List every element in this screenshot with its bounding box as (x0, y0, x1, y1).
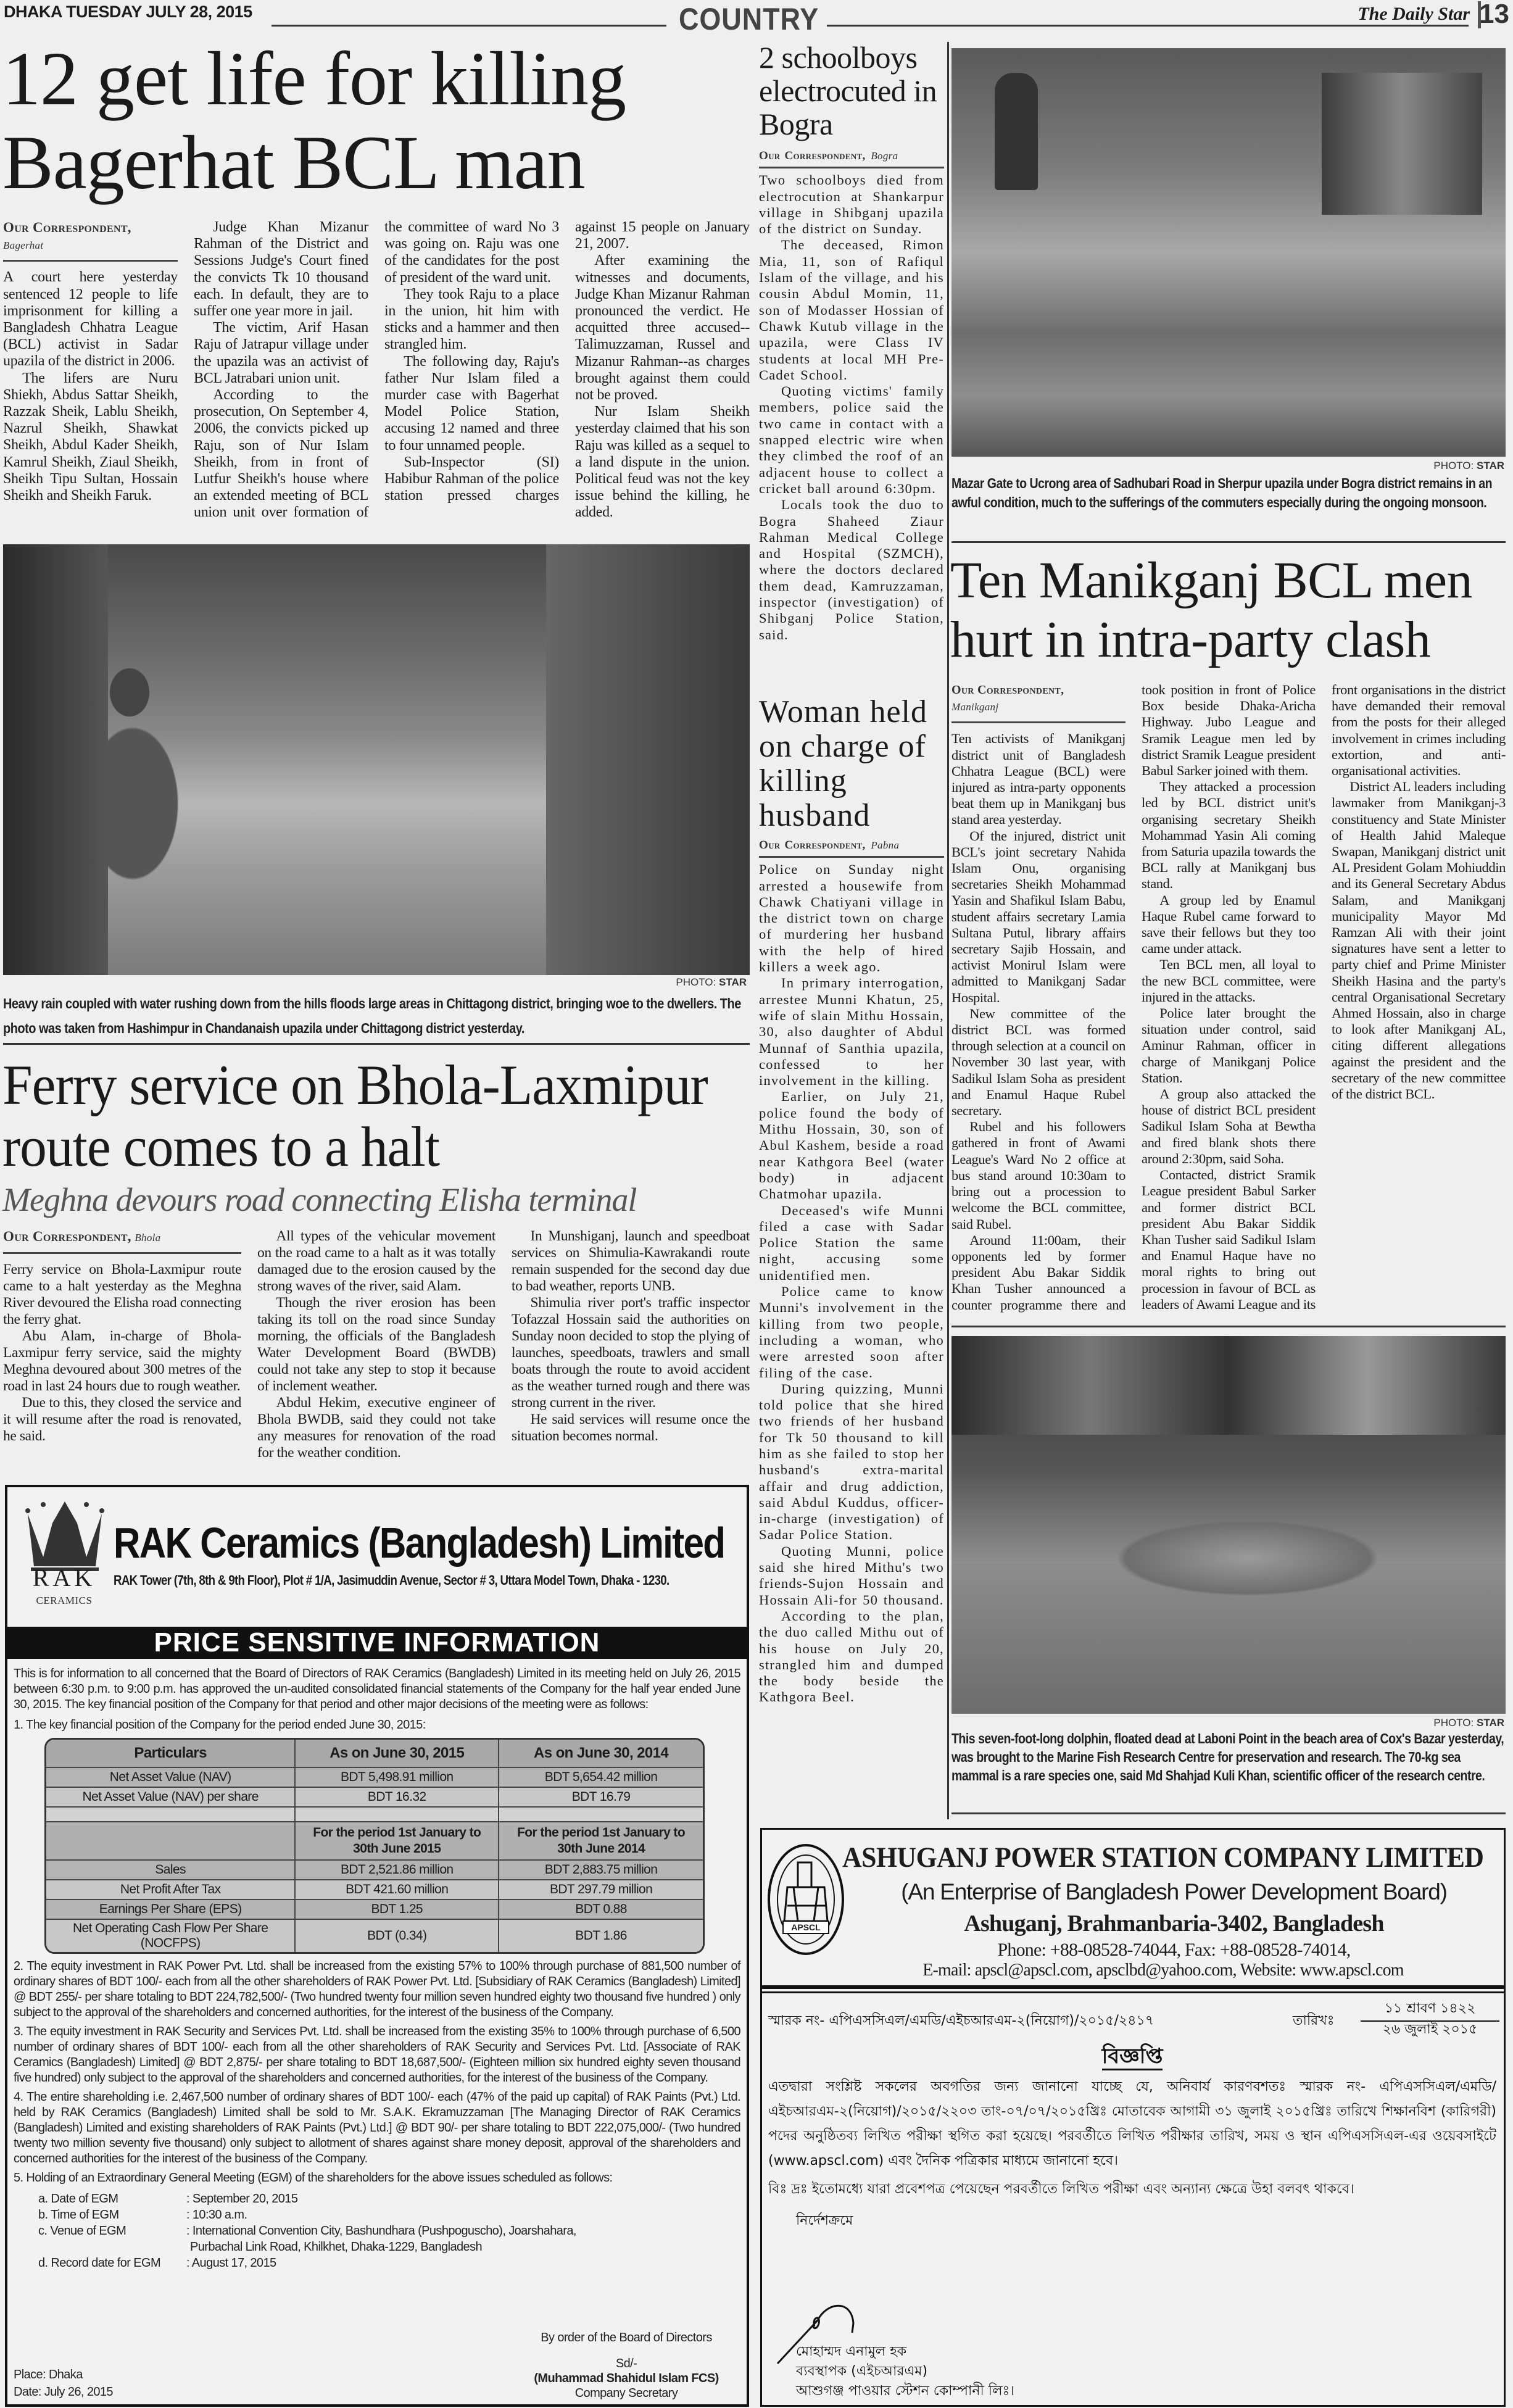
mazar-road-photo (951, 48, 1506, 457)
photo-credit: PHOTO: STAR (1433, 1717, 1504, 1729)
company-name: RAK Ceramics (Bangladesh) Limited (114, 1519, 725, 1567)
signatory-block: মোহাম্মদ এনামুল হক ব্যবস্থাপক (এইচআরএম) আশুগঞ্জ পাওয়ার স্টেশন কোম্পানী লিঃ। (768, 2342, 1496, 2401)
paragraph: According to the prosecution, On September 4, 2006, the convicts picked up Raju, son of Nur Islam Sheikh, from in front of Lutfur Sheikh's house where an extended meeting of BCL union unit over formation of the committee of ward No 3 was going on. Raju was one of the candidates for the post of president of the ward unit. (194, 219, 559, 521)
article-body-schoolboys (759, 147, 944, 690)
paragraph: They attacked a procession led by BCL district unit's organising secretary Sheikh Mohammad Yasin Ali coming from Saturia upazila towards the BCL rally at Manikganj bus stand. (1142, 779, 1316, 892)
notice-body: এতদ্বারা সংশ্লিষ্ট সকলের অবগতির জন্য জানানো যাচ্ছে যে, অনিবার্য কারণবশতঃ স্মারক নং- এপিএসসিএল/এমডি/এইচআরএম-২(নিয়োগ)/২০১৫/২২০৩ তাং-০৭/০৭/২০১৫খ্রিঃ মোতাবেক আগামী ৩১ জুলাই ২০১৫খ্রিঃ তারিখে শিক্ষানবিশ (কারিগরী) পদের অনুষ্ঠিতব্য লিখিত পরীক্ষা স্থগিত করা হয়েছে। পরবর্তীতে লিখিত পরীক্ষার তারিখ, সময় ও স্থান এপিএসসিএল-এর ওয়েবসাইটে (www.apscl.com) এবং দৈনিক পত্রিকার মাধ্যমে জানানো হবে। (768, 2079, 1496, 2169)
photo-caption: This seven-foot-long dolphin, floated dead at Laboni Point in the beach area of Cox's Bazar yesterday, was brought to the Marine Fish Research Centre for preservation and research. The 70-kg sea mammal is a rare species one, said Md Shahjad Kuli Khan, scientific officer of the research centre. (951, 1730, 1504, 1783)
paragraph: Though the river erosion has been taking its toll on the road since Sunday morning, the officials of the Bangladesh Water Development Board (BWDB) could not take any step to stop it because of inclement weather. (257, 1295, 495, 1394)
paragraph: Judge Khan Mizanur Rahman of the District and Sessions Judge's Court fined the convicts Tk 10 thousand each. In default, they are to suffer one year more in jail. (194, 219, 368, 320)
byline: Our Correspondent, Bhola (3, 1228, 241, 1254)
byline: Our Correspondent, Pabna (759, 836, 944, 858)
item-2: 2. The equity investment in RAK Power Pvt. Ltd. shall be increased from the existing 57% to 100% through purchase of 881,500 number of ordinary shares of BDT 100/- each from all the other shareholders of RAK Power Pvt. Ltd. [Subsidiary of RAK Ceramics (Bangladesh) Limited] @ BDT 255/- per share totaling to BDT 224,782,500/- (Two hundred twenty four million seven hundred eighty two thousand five hundred ) only subject to the approval of the shareholders and concerned authorities, for the interest of the business of the Company. (14, 1959, 740, 2019)
paragraph: Ten BCL men, all loyal to the new BCL committee, were injured in the attacks. (1142, 957, 1316, 1005)
paragraph: A group also attacked the house of district BCL president Sadikul Islam Soha at Bewtha and fired blank shots there around 2:30pm, said Soha. (1142, 1086, 1316, 1166)
paragraph: Police later brought the situation under control, said Aminur Rahman, officer in charge of Manikganj Police Station. (1142, 1005, 1316, 1086)
table-row: Earnings Per Share (EPS) BDT 1.25 BDT 0.88 (46, 1900, 703, 1920)
photo-figure (995, 73, 1038, 190)
divider (762, 1991, 1504, 1993)
page-number: 13 (1479, 0, 1509, 29)
paragraph: Two schoolboys died from electrocution at Shankarpur village in Shibganj upazila of the district on Sunday. (759, 172, 944, 237)
headline-bagerhat (2, 37, 626, 205)
table-row: Sales BDT 2,521.86 million BDT 2,883.75 million (46, 1861, 703, 1880)
paragraph: Ten activists of Manikganj district unit of Bangladesh Chhatra League (BCL) were injured as intra-party opponents beat them up in Manikganj bus stand area yesterday. (951, 731, 1125, 828)
paragraph: Earlier, on July 21, police found the body of Mithu Hossain, 30, son of Abul Kashem, beside a road near Kathgora Beel (water body) in adjacent Chatmohar upazila. (759, 1089, 944, 1202)
byline: Our Correspondent, Bagerhat (3, 219, 178, 262)
signatory-designation: Company Secretary (574, 2386, 678, 2400)
byline-location: Bhola (135, 1232, 161, 1243)
paragraph: Police on Sunday night arrested a housewife from Chawk Chatiyani village in the district town on charge of murdering her husband with the help of hired killers a week ago. (759, 861, 944, 975)
paragraph: They took Raju to a place in the union, hit him with sticks and a hammer and then strangled him. (384, 286, 559, 353)
table-period-header-row: For the period 1st January to 30th June 2015 For the period 1st January to 30th June 2014 (46, 1822, 703, 1861)
rak-ceramics-ad (5, 1485, 749, 2407)
subheadline-ferry: Meghna devours road connecting Elisha terminal (2, 1181, 637, 1218)
paragraph: Rubel and his followers gathered in front of Awami League's Ward No 2 office at bus stand around 10:30am to bring out a procession to welcome the BCL committee, said Rubel. (951, 1119, 1125, 1232)
paragraph: Around 11:00am, their opponents led by former president Abu Bakar Siddik Khan Tusher announced a counter programme there and took position in front of Police Box beside Dhaka-Aricha Highway. Jubo League and Sramik League men led by district Sramik League president Babul Sarker joined with them. (951, 682, 1316, 1313)
byline: Our Correspondent, Manikganj (951, 682, 1125, 723)
paragraph: Sub-Inspector (SI) Habibur Rahman of the police station pressed charges against 15 people on January 21, 2007. (384, 219, 750, 504)
article-body-woman (759, 836, 944, 1817)
company-address: RAK Tower (7th, 8th & 9th Floor), Plot # 1/A, Jasimuddin Avenue, Sector # 3, Uttara Model Town, Dhaka - 1230. (114, 1572, 669, 1588)
divider (951, 541, 1506, 543)
place-date: Place: Dhaka Date: July 26, 2015 (14, 2368, 113, 2399)
rak-ad-content (14, 1666, 740, 2401)
flood-photo (3, 544, 750, 975)
paragraph: Deceased's wife Munni filed a case with Sadar Police Station the same night, accusing some unidentified men. (759, 1202, 944, 1283)
section-title: COUNTRY (679, 2, 819, 36)
byline-location: Bogra (871, 150, 898, 162)
paragraph: Quoting victims' family members, police said the two came in contact with a snapped electric wire when they climbed the roof of an adjacent house to collect a cricket ball around 6:30pm. (759, 383, 944, 496)
headline-line: 12 get life for killing (2, 36, 626, 121)
masthead-logo: The Daily Star (1358, 4, 1470, 24)
paragraph: All types of the vehicular movement on the road came to a halt as it was totally damaged due to the erosion caused by the strong waves of the river, said Alam. (257, 1228, 495, 1294)
paragraph: During quizzing, Munni told police that she hired two friends of her husband for Tk 50 thousand to kill him as she failed to stop her husband's extra-marital affair and drug addiction, said Abdul Kuddus, officer-in-charge (investigation) of Sadar Police Station. (759, 1380, 944, 1543)
paragraph: Locals took the duo to Bogra Shaheed Ziaur Rahman Medical College and Hospital (SZMCH), where the doctors declared them dead, Kamruzzaman, inspector (investigation) of Shibganj Police Station, said. (759, 497, 944, 642)
paragraph: The deceased, Rimon Mia, 11, son of Rafiqul Islam of the village, and his cousin Abdul Momin, 11, son of Modasser Hossian of Chawk Kutub village in the upazila, were Class IV students at local MH Pre-Cadet School. (759, 237, 944, 383)
photo-caption: Heavy rain coupled with water rushing down from the hills floods large areas in Chittagong district, bringing woe to the dwellers. The photo was taken from Hashimpur in Chandanaish upazila under Chittagong district yesterday. (3, 995, 741, 1036)
photo-wall (3, 544, 108, 975)
paragraph: In Munshiganj, launch and speedboat services on Shimulia-Kawrakandi route remain suspended for the second day due to bad weather, reports UNB. (512, 1228, 750, 1294)
logo-text: RAK (32, 1564, 96, 1592)
paragraph: In primary interrogation, arrestee Munni Khatun, 25, wife of slain Mithu Hossain, 30, also daughter of Abdul Munnaf of Santhia upazila, confessed to her involvement in the killing. (759, 975, 944, 1089)
table-row: Net Operating Cash Flow Per Share (NOCFPS) BDT (0.34) BDT 1.86 (46, 1920, 703, 1952)
table-header-row: Particulars As on June 30, 2015 As on June 30, 2014 (46, 1740, 703, 1768)
byline: Our Correspondent, Bogra (759, 147, 944, 168)
paragraph: He said services will resume once the situation becomes normal. (512, 1411, 750, 1444)
byline-location: Bagerhat (3, 239, 44, 252)
paragraph: Abdul Hekim, executive engineer of Bhola BWDB, said they could not take any measures for renovation of the road for the weather condition. (257, 1395, 495, 1461)
board-order: By order of the Board of Directors (541, 2331, 712, 2344)
intro-text: This is for information to all concerned that the Board of Directors of RAK Ceramics (Bangladesh) Limited in its meeting held on July 26, 2015 between 6:30 p.m. to 9:00 p.m. has approved the un-audited consolidated financial statements of the Company for the half year ended June 30, 2015. The key financial position of the Company for that period and other major decisions of the meeting were as follows: (14, 1667, 740, 1711)
financial-table (44, 1738, 705, 1954)
paragraph: New committee of the district BCL was formed through selection at a council on November 30 last year, with Sadikul Islam Soha as president and Enamul Haque Rubel secretary. (951, 1005, 1125, 1119)
photo-credit: PHOTO: STAR (676, 976, 747, 988)
paragraph: According to the plan, the duo called Mithu out of his house on July 20, strangled him and dumped the body beside the Kathgora Beel. (759, 1608, 944, 1705)
byline-location: Pabna (871, 839, 900, 851)
rak-ad-footer (14, 2330, 740, 2401)
divider (762, 1985, 1504, 1989)
headline-manikganj: Ten Manikganj BCL men hurt in intra-party clash (950, 552, 1473, 668)
header-rule-right (827, 25, 1469, 27)
headline-line: Bagerhat BCL man (2, 120, 585, 205)
photo-figures (1322, 73, 1482, 215)
paragraph: The lifers are Nuru Shiekh, Abdus Sattar Sheikh, Razzak Sheik, Lablu Sheikh, Nazrul Sheikh, Shawkat Sheikh, Abdul Kader Sheikh, Kamrul Sheikh, Ziaul Sheikh, Sheikh Tipu Sultan, Hossain Sheikh and Sheikh Faruk. (3, 370, 178, 504)
headline-schoolboys: 2 schoolboys electrocuted in Bogra (759, 40, 937, 141)
logo-subtext: CERAMICS (36, 1595, 93, 1606)
apscl-seal-logo-icon (766, 1841, 846, 1958)
memo-number: স্মারক নং- এপিএসসিএল/এমডি/এইচআরএম-২(নিয়োগ)/২০১৫/২৪১৭ (768, 2013, 1154, 2028)
crown-logo-icon (19, 1498, 111, 1572)
column-divider (947, 42, 949, 1819)
table-row: Net Asset Value (NAV) per share BDT 16.32 BDT 16.79 (46, 1788, 703, 1808)
paragraph: A group led by Enamul Haque Rubel came forward to save their fellows but they too came under attack. (1142, 892, 1316, 957)
date-label: তারিখঃ (1293, 2013, 1335, 2028)
handwritten-signature (774, 2299, 861, 2367)
notice-title: বিজ্ঞপ্তি (768, 2043, 1496, 2070)
divider (3, 1043, 750, 1045)
photo-credit: PHOTO: STAR (1433, 460, 1504, 471)
paragraph: Police came to know Munni's involvement in the killing from two people, including a woman, who were arrested soon after filing of the case. (759, 1284, 944, 1380)
photo-trees (546, 544, 750, 975)
table-spacer-row (46, 1808, 703, 1822)
ashuganj-power-ad (760, 1828, 1506, 2407)
photo-onlookers (951, 1336, 1506, 1435)
date-bangla: ১১ শ্রাবণ ১৪২২ (1361, 1998, 1499, 2022)
paragraph: Ferry service on Bhola-Laxmipur route came to a halt yesterday as the Meghna River devoured the Elisha road connecting the ferry ghat. (3, 1261, 241, 1327)
divider (951, 1812, 1506, 1814)
dateline: DHAKA TUESDAY JULY 28, 2015 (4, 2, 252, 21)
paragraph: Abu Alam, in-charge of Bhola-Laxmipur ferry service, said the mighty Meghna devoured about 300 metres of the road in last 24 hours due to rough weather. (3, 1328, 241, 1394)
paragraph: Quoting Munni, police said she hired Mithu's two friends-Sujon Hossain and Hossain Ali-for 50 thousand. (759, 1543, 944, 1608)
price-sensitive-banner: PRICE SENSITIVE INFORMATION (7, 1627, 747, 1659)
article-body-bagerhat (3, 219, 750, 531)
header-rule-left (272, 25, 666, 27)
headline-ferry: Ferry service on Bhola-Laxmipur route comes to a halt (2, 1053, 708, 1178)
company-subtitle: (An Enterprise of Bangladesh Power Development Board) (901, 1879, 1447, 1904)
paragraph: After examining the witnesses and documents, Judge Khan Mizanur Rahman pronounced the verdict. He acquitted three accused--Talimuzzaman, Russel and Mizanur Rahman--as charges brought against them could not be proved. (575, 252, 750, 404)
article-body-manikganj (951, 682, 1506, 1322)
divider (951, 1326, 1506, 1327)
item-3: 3. The equity investment in RAK Security and Services Pvt. Ltd. shall be increased from the existing 35% to 100% through purchase of 6,500 number of ordinary shares of BDT 100/- each from all the other shareholders of RAK Security and Services Pvt. Ltd. [Associate of RAK Ceramics (Bangladesh) Limited] @ BDT 2,875/- per share totaling to BDT 18,687,500/- (Eighteen million six hundred eighty seven thousand five hundred) only subject to the approval of the shareholders and concerned authorities, for the interest of the business of the Company. (14, 2025, 740, 2085)
paragraph: Nur Islam Sheikh yesterday claimed that his son Raju was killed as a sequel to a land dispute in the union. Political feud was not the key issue behind the killing, he added. (575, 404, 750, 521)
notice-note: বিঃ দ্রঃ ইতোমধ্যে যারা প্রবেশপত্র পেয়েছেন পরবর্তীতে লিখিত পরীক্ষা এবং অন্যান্য ক্ষেত্রে উহা বলবৎ থাকবে। (768, 2182, 1354, 2197)
photo-caption: Mazar Gate to Ucrong area of Sadhubari Road in Sherpur upazila under Bogra district remains in an awful condition, much to the sufferings of the commuters especially during the ongoing monsoon. (951, 475, 1493, 510)
table-row: Net Asset Value (NAV) BDT 5,498.91 million BDT 5,654.42 million (46, 1768, 703, 1788)
table-row: Net Profit After Tax BDT 421.60 million BDT 297.79 million (46, 1880, 703, 1900)
date-gregorian: ২৬ জুলাই ২০১৫ (1382, 2022, 1478, 2037)
item-4: 4. The entire shareholding i.e. 2,467,500 number of ordinary shares of BDT 100/- each (47% of the paid up capital) of RAK Paints (Pvt.) Ltd. held by RAK Ceramics (Bangladesh) Limited shall be sold to Mr. S.A.K. Ekramuzzaman [The Managing Director of RAK Ceramics (Bangladesh) Limited and existing shareholders of RAK Paints (Pvt.) Ltd.] @ BDT 90/- per share totaling to BDT 222,075,000/- (Two hundred twenty two million seventy five thousand) only subject to allotment of shares against share money deposit, approval of the shareholders and concerned authorities for the interest of the business of the Company. (14, 2090, 740, 2165)
signature-block: By order of the Board of Directors Sd/- (Muhammad Shahidul Islam FCS) Company Secretary (512, 2330, 740, 2401)
company-contact: E-mail: apscl@apscl.com, apsclbd@yahoo.com, Website: www.apscl.com (922, 1961, 1404, 1980)
paragraph: A court here yesterday sentenced 12 people to life imprisonment for killing a Bangladesh Chhatra League (BCL) activist in Sadar upazila of the district in 2006. (3, 269, 178, 370)
paragraph: Of the injured, district unit BCL's joint secretary Nahida Islam Onu, organising secretaries Sheikh Mohammad Yasin and Shafikul Islam Babu, student affairs secretary Lamia Sultana Putul, library affairs secretary Sajib Hossain, and activist Monirul Islam were admitted to Manikganj Sadar Hospital. (951, 828, 1125, 1005)
article-body-ferry (3, 1228, 750, 1463)
dolphin-photo (951, 1336, 1506, 1714)
company-address: Ashuganj, Brahmanbaria-3402, Bangladesh (964, 1911, 1384, 1937)
paragraph: District AL leaders including lawmaker from Manikganj-3 constituency and State Minister of Health Jahid Maleque Swapan, Manikganj district unit AL President Golam Mohiuddin and its General Secretary Abdus Salam, and Manikganj municipality Mayor Md Ramzan Ali with their joint signatures have sent a letter to party chief and Prime Minister Sheikh Hasina and the party's central Organisational Secretary Ahmed Hossain, also in charge to look after Manikganj AL, citing different allegations against the president and the secretary of the new committee of the district BCL. (1332, 779, 1506, 1102)
paragraph: Due to this, they closed the service and it will resume after the road is renovated, he said. (3, 1395, 241, 1444)
seal-abbr: APSCL (791, 1922, 821, 1932)
paragraph: Contacted, district Sramik League president Babul Sarker and former district BCL president Abu Bakar Siddik Khan Tusher said Sadikul Islam and Enamul Haque have no moral rights to bring out procession in favour of BCL as leaders of Awami League and its front organisations in the district have demanded their removal from the posts for their alleged involvement in crimes including extortion, and anti-organisational activities. (1142, 682, 1506, 1312)
paragraph: The following day, Raju's father Nur Islam filed a murder case with Bagerhat Model Police Station, accusing 12 named and three to four unnamed people. (384, 353, 559, 454)
company-name: ASHUGANJ POWER STATION COMPANY LIMITED (842, 1841, 1484, 1874)
headline-woman: Woman held on charge of killing husband (759, 694, 927, 833)
item-1: 1. The key financial position of the Company for the period ended June 30, 2015: (14, 1718, 426, 1732)
byline-location: Manikganj (951, 701, 999, 713)
item-5: 5. Holding of an Extraordinary General Meeting (EGM) of the shareholders for the above issues scheduled as follows: (14, 2171, 613, 2185)
paragraph: Shimulia river port's traffic inspector Tofazzal Hossain said the authorities on Sunday noon decided to stop the plying of launches, speedboats, trawlers and small boats through the route to avoid accident as the weather turned rough and there was strong current in the river. (512, 1295, 750, 1411)
by-order: নির্দেশক্রমে (796, 2213, 853, 2228)
paragraph: The victim, Arif Hasan Raju of Jatrapur village under the upazila was an activist of BCL Jatrabari union unit. (194, 320, 368, 386)
company-phone: Phone: +88-08528-74044, Fax: +88-08528-74014, (997, 1940, 1351, 1960)
egm-details: a. Date of EGM : September 20, 2015 b. Time of EGM : 10:30 a.m. c. Venue of EGM : International Convention City, Bashundhara (Pushpoguscho), Joarshahara, Purbachal Link Road, Khilkhet, Dhaka-1229, Bangladesh d. Record date for EGM : August 17, 2015 (38, 2192, 576, 2270)
notice-content (768, 2043, 1496, 2401)
